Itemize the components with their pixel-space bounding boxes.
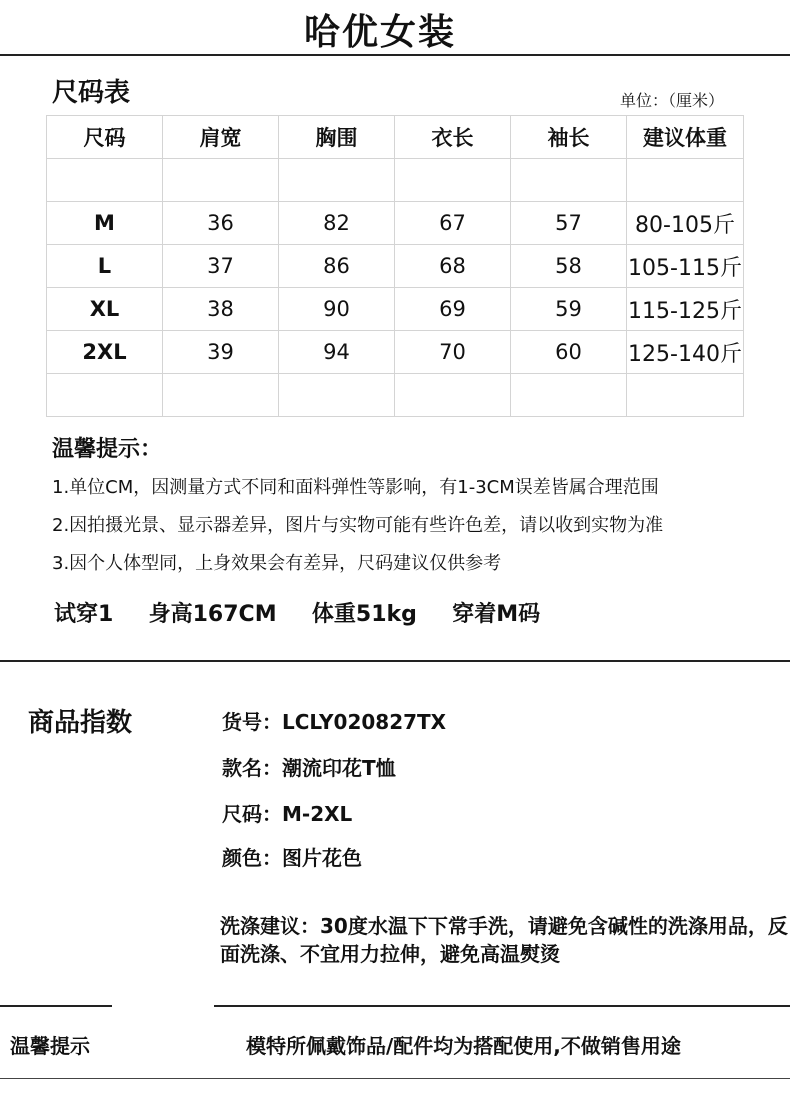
footer-label: 温馨提示: [10, 1034, 90, 1058]
table-row: [47, 202, 744, 245]
size-table: [46, 115, 744, 417]
header-weight: 建议体重: [627, 116, 744, 159]
product-color: 颜色：图片花色: [222, 846, 362, 870]
table-row: [47, 245, 744, 288]
header-sleeve: 袖长: [511, 116, 627, 159]
cell-chest: 94: [279, 331, 395, 374]
cell-length: 70: [395, 331, 511, 374]
cell-shoulder: 37: [163, 245, 279, 288]
cell-sleeve: 59: [511, 288, 627, 331]
size-table-blank-row: [47, 374, 744, 417]
footer-divider-left: [0, 1005, 112, 1007]
cell-chest: 82: [279, 202, 395, 245]
tip-item: 2.因拍摄光景、显示器差异，图片与实物可能有些许色差，请以收到实物为准: [52, 515, 664, 536]
product-index-title: 商品指数: [28, 708, 133, 738]
footer-divider-right: [214, 1005, 790, 1007]
table-row: [47, 331, 744, 374]
unit-label: 单位：（厘米）: [620, 91, 725, 110]
cell-sleeve: 58: [511, 245, 627, 288]
cell-shoulder: 39: [163, 331, 279, 374]
tip-item: 1.单位CM，因测量方式不同和面料弹性等影响，有1-3CM误差皆属合理范围: [52, 477, 659, 498]
wash-instructions: 洗涤建议：30度水温下下常手洗，请避免含碱性的洗涤用品，反面洗涤、不宜用力拉伸，避免高温熨烫: [220, 914, 788, 966]
cell-length: 67: [395, 202, 511, 245]
brand-title: 哈优女装: [303, 12, 456, 53]
cell-weight: 125-140斤: [627, 331, 744, 374]
cell-weight: 115-125斤: [627, 288, 744, 331]
cell-chest: 90: [279, 288, 395, 331]
size-table-blank-row: [47, 159, 744, 202]
size-table-header-row: [47, 116, 744, 159]
cell-size: XL: [47, 288, 163, 331]
tip-item: 3.因个人体型同，上身效果会有差异，尺码建议仅供参考: [52, 553, 502, 574]
tips-title: 温馨提示：: [52, 437, 163, 462]
size-chart-title: 尺码表: [52, 78, 131, 108]
product-sku: 货号：LCLY020827TX: [222, 710, 447, 734]
table-row: [47, 288, 744, 331]
cell-size: 2XL: [47, 331, 163, 374]
cell-weight: 80-105斤: [627, 202, 744, 245]
bottom-divider: [0, 1078, 790, 1079]
cell-shoulder: 36: [163, 202, 279, 245]
top-divider: [0, 54, 790, 56]
cell-size: M: [47, 202, 163, 245]
section-divider: [0, 660, 790, 662]
fitting-info: 试穿1 身高167CM 体重51kg 穿着M码: [54, 602, 541, 627]
cell-weight: 105-115斤: [627, 245, 744, 288]
cell-chest: 86: [279, 245, 395, 288]
cell-size: L: [47, 245, 163, 288]
cell-sleeve: 60: [511, 331, 627, 374]
cell-shoulder: 38: [163, 288, 279, 331]
cell-length: 68: [395, 245, 511, 288]
header-length: 衣长: [395, 116, 511, 159]
header-chest: 胸围: [279, 116, 395, 159]
header-size: 尺码: [47, 116, 163, 159]
product-name: 款名：潮流印花T恤: [222, 756, 396, 780]
footer-note: 模特所佩戴饰品/配件均为搭配使用,不做销售用途: [246, 1034, 681, 1058]
cell-sleeve: 57: [511, 202, 627, 245]
header-shoulder: 肩宽: [163, 116, 279, 159]
cell-length: 69: [395, 288, 511, 331]
product-sizes: 尺码：M-2XL: [222, 802, 353, 826]
